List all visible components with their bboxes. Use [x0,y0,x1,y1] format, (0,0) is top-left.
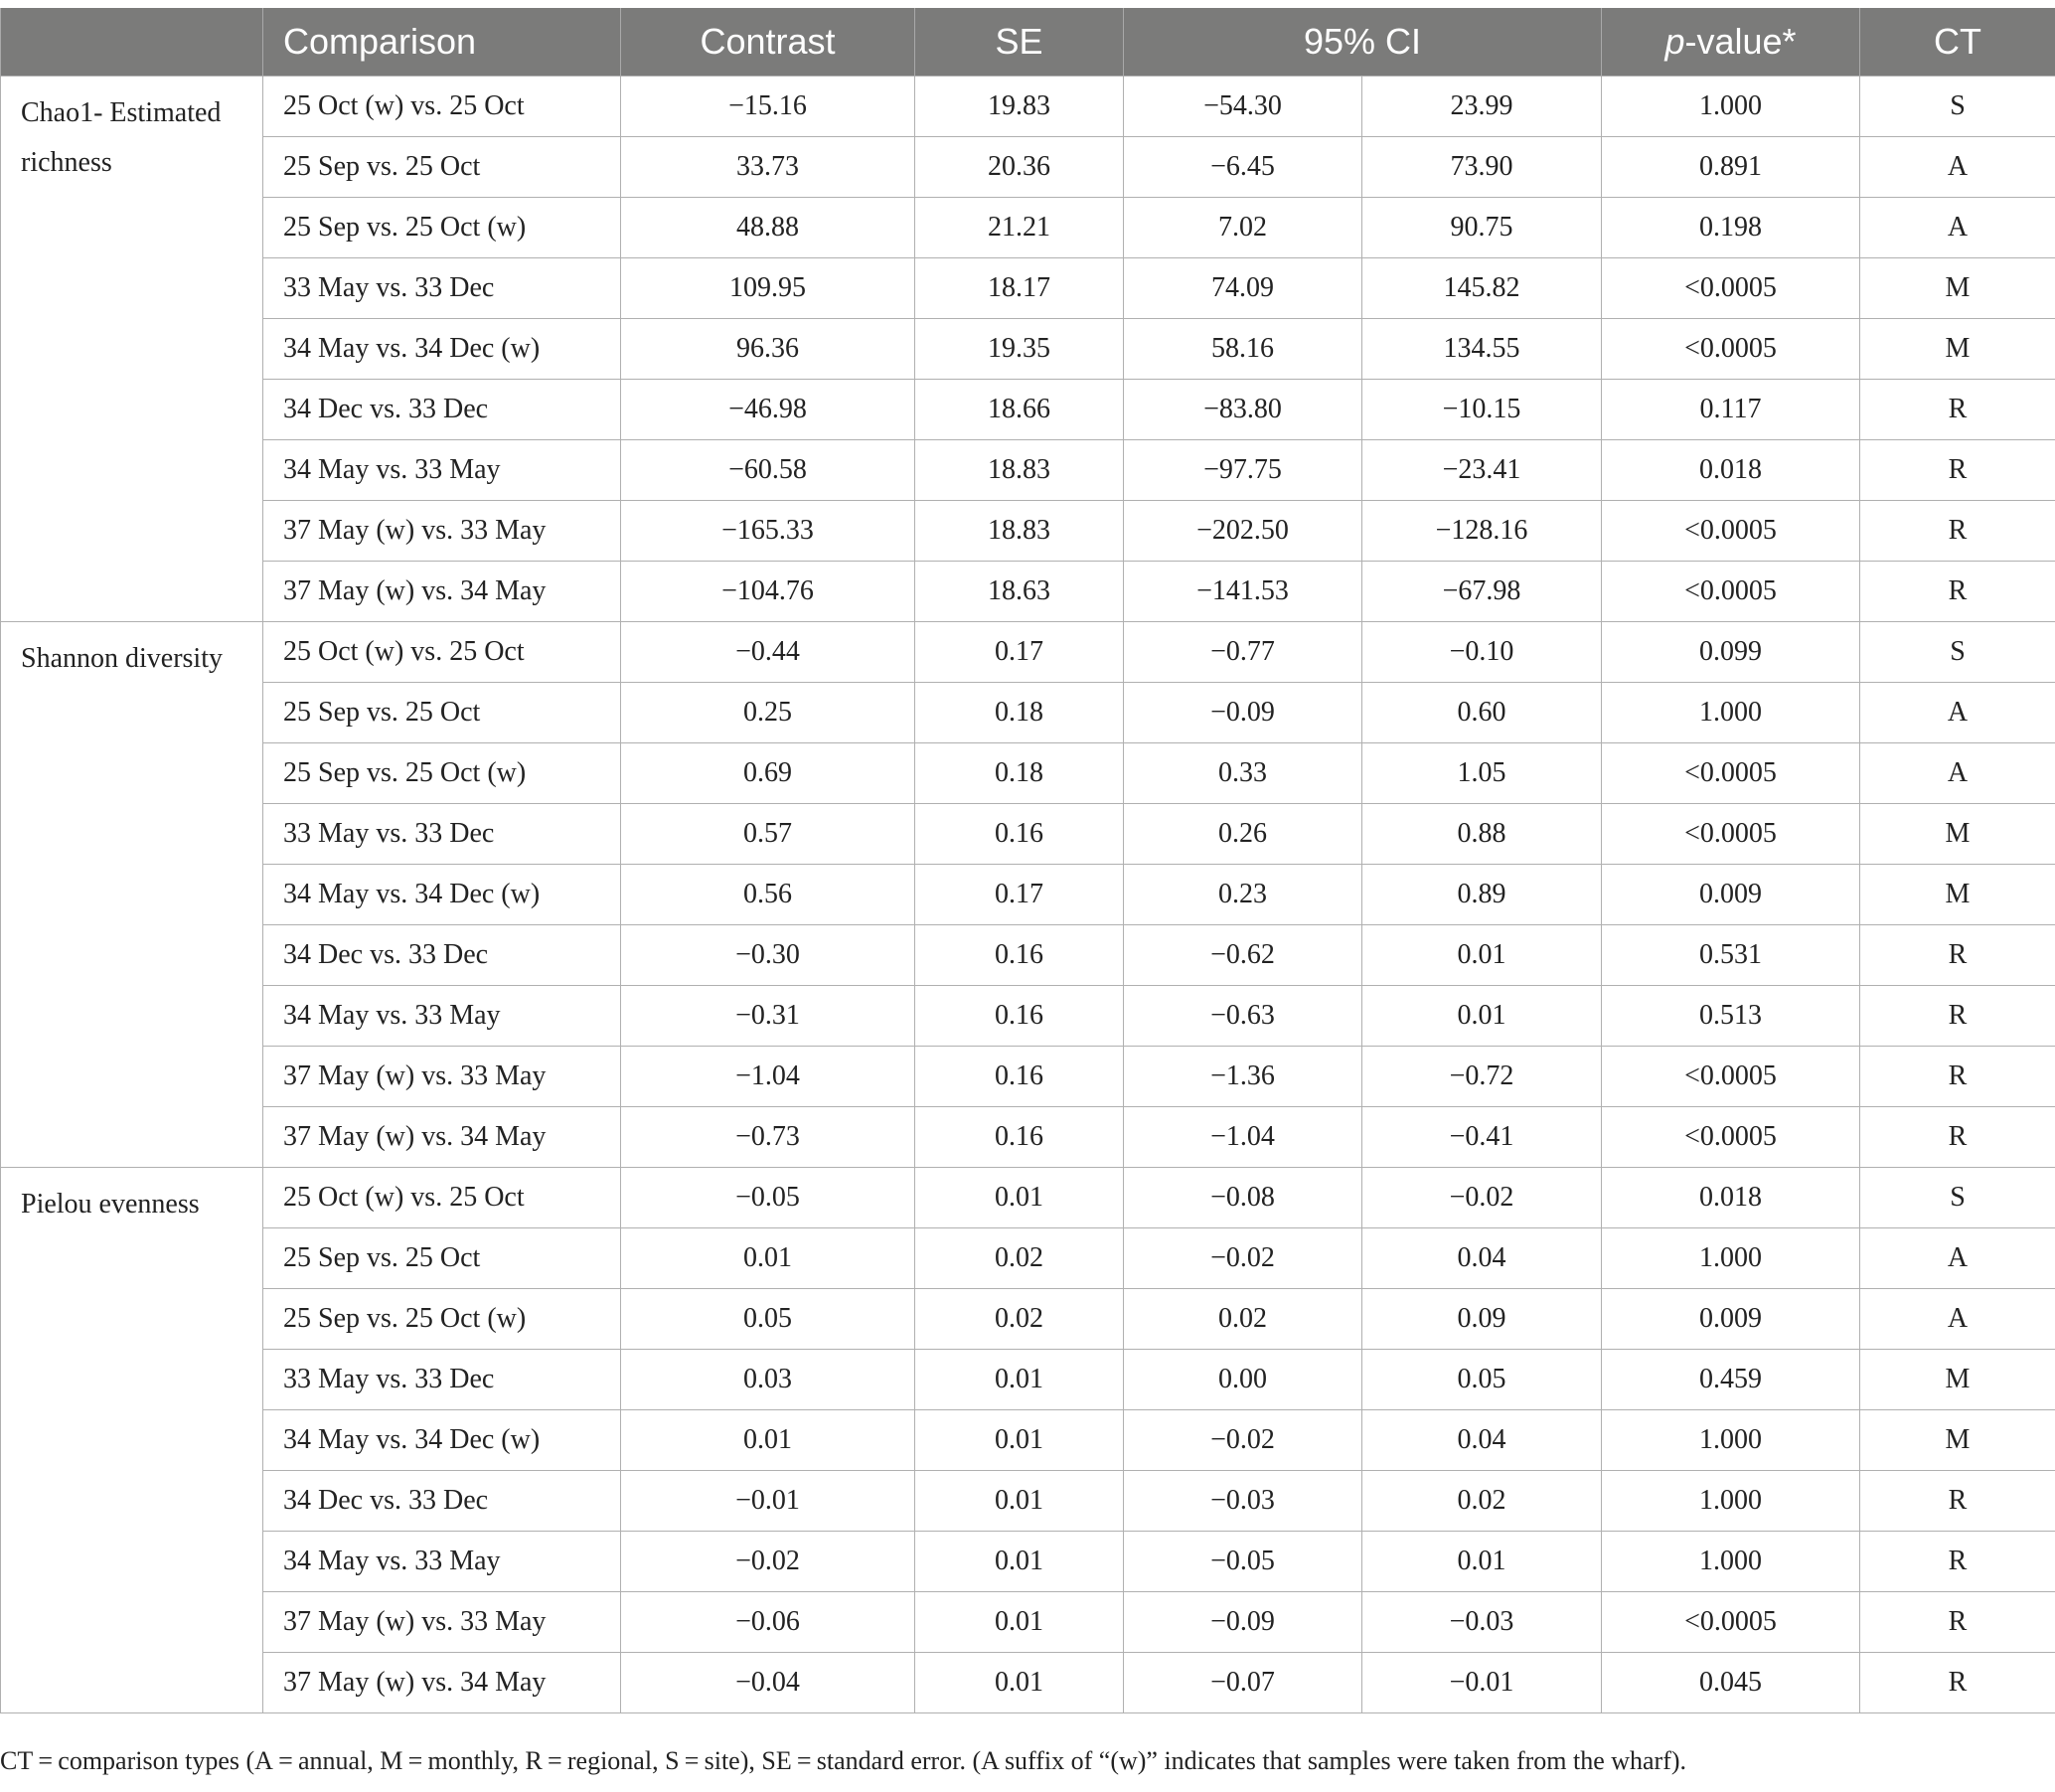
cell-p-value: 0.009 [1602,865,1860,925]
cell-ct: R [1860,1653,2055,1713]
cell-ci-low: 58.16 [1124,319,1362,380]
cell-ci-high: 90.75 [1362,198,1602,258]
cell-ci-low: 7.02 [1124,198,1362,258]
cell-p-value: 0.198 [1602,198,1860,258]
cell-comparison: 34 May vs. 34 Dec (w) [263,865,621,925]
cell-ct: R [1860,501,2055,562]
cell-p-value: 0.018 [1602,440,1860,501]
cell-comparison: 37 May (w) vs. 34 May [263,562,621,622]
results-table [0,8,2055,1713]
cell-ci-high: −0.10 [1362,622,1602,683]
cell-ci-low: −0.09 [1124,1592,1362,1653]
cell-contrast: 0.03 [621,1350,915,1410]
cell-p-value: 1.000 [1602,1471,1860,1532]
table-row [1,925,2055,986]
cell-p-value: 1.000 [1602,1532,1860,1592]
cell-comparison: 25 Oct (w) vs. 25 Oct [263,1168,621,1228]
header-row [1,8,2055,77]
cell-ci-low: 0.23 [1124,865,1362,925]
cell-comparison: 33 May vs. 33 Dec [263,258,621,319]
table-row [1,1410,2055,1471]
cell-p-value: <0.0005 [1602,562,1860,622]
cell-se: 0.02 [915,1289,1124,1350]
cell-se: 18.63 [915,562,1124,622]
cell-ci-low: −141.53 [1124,562,1362,622]
cell-ct: A [1860,1289,2055,1350]
cell-comparison: 37 May (w) vs. 33 May [263,1592,621,1653]
header-pvalue [1602,8,1860,77]
cell-se: 0.16 [915,1047,1124,1107]
cell-se: 0.16 [915,986,1124,1047]
header-pvalue-italic: p [1664,21,1685,62]
cell-contrast: 48.88 [621,198,915,258]
cell-p-value: 0.045 [1602,1653,1860,1713]
cell-ci-high: 0.02 [1362,1471,1602,1532]
cell-comparison: 34 May vs. 33 May [263,986,621,1047]
cell-contrast: −165.33 [621,501,915,562]
table-row [1,1350,2055,1410]
cell-contrast: −1.04 [621,1047,915,1107]
table-row [1,198,2055,258]
cell-ct: R [1860,1047,2055,1107]
cell-contrast: 0.56 [621,865,915,925]
cell-contrast: −0.02 [621,1532,915,1592]
cell-ct: S [1860,77,2055,137]
cell-p-value: 0.531 [1602,925,1860,986]
header-ci: 95% CI [1124,8,1602,77]
cell-ct: M [1860,804,2055,865]
cell-comparison: 34 May vs. 34 Dec (w) [263,1410,621,1471]
cell-ci-low: 74.09 [1124,258,1362,319]
cell-ct: R [1860,1592,2055,1653]
cell-ci-high: 0.01 [1362,925,1602,986]
cell-p-value: 0.009 [1602,1289,1860,1350]
cell-ci-high: 0.60 [1362,683,1602,743]
group-label: Shannon diversity [1,622,263,1168]
cell-contrast: −0.30 [621,925,915,986]
cell-ct: R [1860,925,2055,986]
table-row [1,1228,2055,1289]
cell-ct: R [1860,1107,2055,1168]
cell-ci-high: 0.01 [1362,986,1602,1047]
cell-ci-low: 0.02 [1124,1289,1362,1350]
cell-se: 21.21 [915,198,1124,258]
cell-ct: M [1860,258,2055,319]
cell-contrast: −104.76 [621,562,915,622]
cell-ci-low: −1.04 [1124,1107,1362,1168]
cell-ci-high: 73.90 [1362,137,1602,198]
group-label: Chao1- Estimated richness [1,77,263,622]
cell-p-value: <0.0005 [1602,1592,1860,1653]
cell-ct: R [1860,1471,2055,1532]
table-row [1,804,2055,865]
cell-p-value: 0.513 [1602,986,1860,1047]
cell-se: 18.66 [915,380,1124,440]
cell-ci-low: −1.36 [1124,1047,1362,1107]
cell-comparison: 25 Oct (w) vs. 25 Oct [263,77,621,137]
cell-se: 0.16 [915,804,1124,865]
cell-se: 0.16 [915,925,1124,986]
cell-se: 0.02 [915,1228,1124,1289]
cell-comparison: 25 Sep vs. 25 Oct [263,1228,621,1289]
cell-se: 0.01 [915,1410,1124,1471]
cell-se: 0.18 [915,743,1124,804]
cell-se: 0.18 [915,683,1124,743]
cell-contrast: −0.05 [621,1168,915,1228]
header-comparison: Comparison [263,8,621,77]
cell-ci-low: −0.62 [1124,925,1362,986]
table-row [1,440,2055,501]
cell-contrast: 33.73 [621,137,915,198]
cell-ci-low: 0.26 [1124,804,1362,865]
cell-comparison: 25 Sep vs. 25 Oct [263,683,621,743]
cell-ci-high: −128.16 [1362,501,1602,562]
cell-comparison: 34 May vs. 33 May [263,1532,621,1592]
cell-contrast: 0.01 [621,1228,915,1289]
cell-ci-low: −54.30 [1124,77,1362,137]
cell-ct: S [1860,1168,2055,1228]
cell-se: 18.83 [915,440,1124,501]
cell-ci-high: 0.89 [1362,865,1602,925]
table-row [1,137,2055,198]
cell-p-value: <0.0005 [1602,1047,1860,1107]
cell-se: 0.01 [915,1653,1124,1713]
cell-ci-high: 0.88 [1362,804,1602,865]
cell-ci-high: −0.72 [1362,1047,1602,1107]
cell-ci-low: −0.07 [1124,1653,1362,1713]
cell-se: 19.83 [915,77,1124,137]
cell-comparison: 33 May vs. 33 Dec [263,1350,621,1410]
cell-ct: A [1860,137,2055,198]
cell-comparison: 37 May (w) vs. 34 May [263,1653,621,1713]
table-row [1,1107,2055,1168]
table-row [1,258,2055,319]
cell-ct: R [1860,380,2055,440]
cell-ci-low: 0.33 [1124,743,1362,804]
cell-ci-low: −0.09 [1124,683,1362,743]
cell-contrast: 0.57 [621,804,915,865]
cell-ci-high: −0.01 [1362,1653,1602,1713]
cell-ci-high: −0.02 [1362,1168,1602,1228]
cell-p-value: 0.099 [1602,622,1860,683]
cell-comparison: 25 Sep vs. 25 Oct (w) [263,198,621,258]
cell-se: 0.01 [915,1168,1124,1228]
cell-contrast: 0.25 [621,683,915,743]
cell-ct: A [1860,743,2055,804]
cell-p-value: 1.000 [1602,77,1860,137]
cell-contrast: −60.58 [621,440,915,501]
cell-contrast: 109.95 [621,258,915,319]
cell-ci-high: 1.05 [1362,743,1602,804]
cell-p-value: <0.0005 [1602,319,1860,380]
header-ct: CT [1860,8,2055,77]
cell-p-value: 0.891 [1602,137,1860,198]
table-row [1,1471,2055,1532]
cell-se: 0.16 [915,1107,1124,1168]
cell-comparison: 37 May (w) vs. 33 May [263,501,621,562]
cell-se: 0.01 [915,1532,1124,1592]
header-pvalue-rest: -value* [1684,21,1797,62]
cell-contrast: −0.44 [621,622,915,683]
cell-ci-high: 0.09 [1362,1289,1602,1350]
cell-se: 0.17 [915,622,1124,683]
cell-se: 0.01 [915,1350,1124,1410]
cell-ct: A [1860,198,2055,258]
table-row [1,562,2055,622]
cell-p-value: <0.0005 [1602,258,1860,319]
cell-p-value: 0.018 [1602,1168,1860,1228]
cell-comparison: 34 Dec vs. 33 Dec [263,1471,621,1532]
cell-p-value: <0.0005 [1602,804,1860,865]
cell-ci-low: −0.77 [1124,622,1362,683]
table-row [1,1168,2055,1228]
cell-ct: S [1860,622,2055,683]
cell-ct: M [1860,319,2055,380]
cell-ci-low: 0.00 [1124,1350,1362,1410]
cell-ci-low: −0.02 [1124,1228,1362,1289]
cell-ci-high: 134.55 [1362,319,1602,380]
cell-comparison: 34 May vs. 34 Dec (w) [263,319,621,380]
cell-comparison: 25 Oct (w) vs. 25 Oct [263,622,621,683]
cell-comparison: 37 May (w) vs. 34 May [263,1107,621,1168]
cell-ci-low: −0.05 [1124,1532,1362,1592]
cell-se: 19.35 [915,319,1124,380]
cell-p-value: <0.0005 [1602,501,1860,562]
table-row [1,319,2055,380]
cell-p-value: 1.000 [1602,683,1860,743]
cell-comparison: 34 Dec vs. 33 Dec [263,925,621,986]
cell-se: 18.17 [915,258,1124,319]
cell-p-value: <0.0005 [1602,743,1860,804]
cell-comparison: 25 Sep vs. 25 Oct (w) [263,1289,621,1350]
cell-ci-low: −0.02 [1124,1410,1362,1471]
table-footnote: CT = comparison types (A = annual, M = monthly, R = regional, S = site), SE = standard error. (A suffix of “(w)” indicates that samples were taken from the wharf). [0,1746,1687,1775]
table-row [1,1592,2055,1653]
cell-p-value: 0.117 [1602,380,1860,440]
table-row [1,683,2055,743]
cell-ci-high: −0.03 [1362,1592,1602,1653]
cell-p-value: 1.000 [1602,1228,1860,1289]
cell-comparison: 37 May (w) vs. 33 May [263,1047,621,1107]
cell-contrast: −0.06 [621,1592,915,1653]
cell-ct: M [1860,865,2055,925]
table-row [1,986,2055,1047]
cell-contrast: 96.36 [621,319,915,380]
table-row [1,743,2055,804]
table-row [1,380,2055,440]
table-row [1,1653,2055,1713]
cell-p-value: 0.459 [1602,1350,1860,1410]
cell-contrast: 0.69 [621,743,915,804]
cell-comparison: 33 May vs. 33 Dec [263,804,621,865]
cell-contrast: −0.31 [621,986,915,1047]
cell-ci-high: 0.04 [1362,1228,1602,1289]
cell-se: 18.83 [915,501,1124,562]
cell-ct: M [1860,1350,2055,1410]
table-row [1,1532,2055,1592]
cell-ci-high: 23.99 [1362,77,1602,137]
cell-contrast: −0.04 [621,1653,915,1713]
cell-ct: A [1860,1228,2055,1289]
table-row [1,1047,2055,1107]
cell-ct: R [1860,562,2055,622]
table-body [1,77,2055,1713]
header-se: SE [915,8,1124,77]
table-row [1,622,2055,683]
cell-ci-high: 0.05 [1362,1350,1602,1410]
cell-ci-low: −83.80 [1124,380,1362,440]
table-row [1,865,2055,925]
cell-contrast: −0.01 [621,1471,915,1532]
cell-se: 20.36 [915,137,1124,198]
cell-p-value: <0.0005 [1602,1107,1860,1168]
cell-contrast: 0.01 [621,1410,915,1471]
cell-ci-low: −0.08 [1124,1168,1362,1228]
cell-comparison: 25 Sep vs. 25 Oct [263,137,621,198]
table-row [1,1289,2055,1350]
cell-ct: M [1860,1410,2055,1471]
cell-ci-low: −6.45 [1124,137,1362,198]
cell-ci-high: −23.41 [1362,440,1602,501]
cell-comparison: 34 Dec vs. 33 Dec [263,380,621,440]
cell-ci-high: −67.98 [1362,562,1602,622]
cell-ci-high: 0.04 [1362,1410,1602,1471]
cell-ct: R [1860,986,2055,1047]
cell-ci-low: −0.03 [1124,1471,1362,1532]
cell-ci-low: −0.63 [1124,986,1362,1047]
cell-se: 0.01 [915,1471,1124,1532]
header-contrast: Contrast [621,8,915,77]
cell-ci-low: −97.75 [1124,440,1362,501]
cell-p-value: 1.000 [1602,1410,1860,1471]
cell-contrast: −46.98 [621,380,915,440]
cell-ct: R [1860,1532,2055,1592]
cell-se: 0.01 [915,1592,1124,1653]
header-group [1,8,263,77]
cell-ci-high: 145.82 [1362,258,1602,319]
cell-ct: R [1860,440,2055,501]
cell-ct: A [1860,683,2055,743]
group-label: Pielou evenness [1,1168,263,1713]
cell-comparison: 34 May vs. 33 May [263,440,621,501]
cell-ci-high: −10.15 [1362,380,1602,440]
cell-comparison: 25 Sep vs. 25 Oct (w) [263,743,621,804]
cell-ci-high: −0.41 [1362,1107,1602,1168]
table-row [1,501,2055,562]
cell-ci-high: 0.01 [1362,1532,1602,1592]
cell-ci-low: −202.50 [1124,501,1362,562]
table-row [1,77,2055,137]
cell-se: 0.17 [915,865,1124,925]
cell-contrast: 0.05 [621,1289,915,1350]
cell-contrast: −15.16 [621,77,915,137]
cell-contrast: −0.73 [621,1107,915,1168]
